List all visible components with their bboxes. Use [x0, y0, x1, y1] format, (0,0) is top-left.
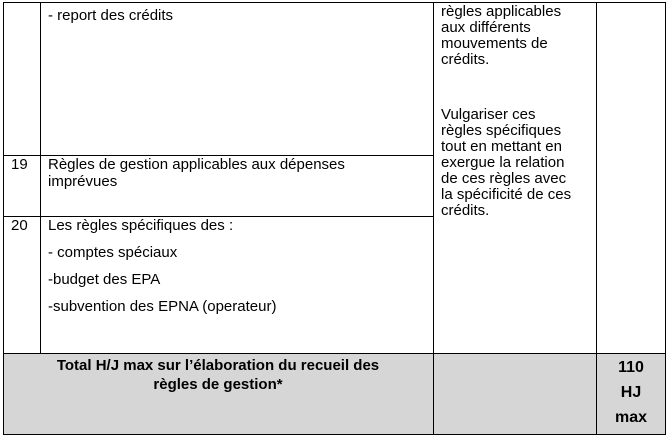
total-value-line3: max: [614, 409, 648, 426]
table-bottom-border: [3, 434, 666, 435]
total-value-line2: HJ: [620, 384, 642, 401]
row-number-19: 19: [11, 156, 28, 173]
description-block1-line3: mouvements de: [441, 35, 548, 52]
total-value-line1: 110: [618, 359, 644, 376]
table-right-border: [665, 2, 666, 435]
description-block2-line1: Vulgariser ces: [441, 106, 536, 123]
table-top-border: [3, 2, 666, 3]
content-column-divider: [433, 2, 434, 435]
description-block1-line1: règles applicables: [441, 3, 562, 20]
total-label-line1: Total H/J max sur l’élaboration du recueil des: [56, 357, 380, 374]
row-text-report-credits: - report des crédits: [48, 7, 174, 24]
description-block2-line2: règles spécifiques: [441, 122, 562, 139]
description-block2-line5: de ces règles avec: [441, 170, 567, 187]
description-block2-line4: exergue la relation: [441, 154, 565, 171]
description-block1-line2: aux différents: [441, 19, 531, 36]
num-column-divider: [40, 2, 41, 354]
row-number-20: 20: [11, 217, 28, 234]
total-row-top-border: [3, 353, 666, 354]
description-block2-line7: crédits.: [441, 202, 490, 219]
row-text-20-line4: -subvention des EPNA (operateur): [48, 298, 277, 315]
row-text-20-line2: - comptes spéciaux: [48, 244, 178, 261]
row-text-19-line2: imprévues: [48, 173, 118, 190]
description-block1-line4: crédits.: [441, 51, 490, 68]
row-text-20-line1: Les règles spécifiques des :: [48, 217, 234, 234]
total-label-line2: règles de gestion*: [153, 376, 283, 393]
description-block2-line6: la spécificité de ces: [441, 186, 572, 203]
row-text-19-line1: Règles de gestion applicables aux dépenses: [48, 156, 345, 173]
row-text-20-line3: -budget des EPA: [48, 271, 161, 288]
description-block2-line3: tout en mettant en: [441, 138, 562, 155]
